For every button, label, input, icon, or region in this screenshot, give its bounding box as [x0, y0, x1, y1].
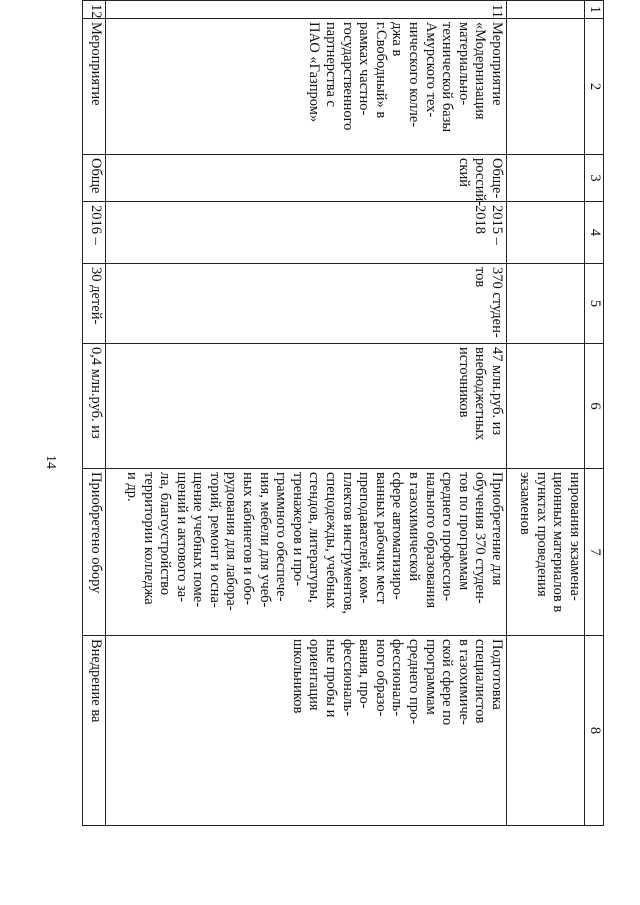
header-cell: 6 [585, 344, 604, 469]
header-cell: 4 [585, 202, 604, 264]
coverage-cell: 370 студен- тов [106, 264, 507, 344]
header-cell: 3 [585, 155, 604, 202]
row-number: 12 [83, 1, 106, 19]
empty-cell [507, 264, 585, 344]
result-cell: Внедрение ва [83, 636, 106, 826]
header-row [585, 1, 604, 826]
coverage-cell: 30 детей- [83, 264, 106, 344]
continuation-row [507, 1, 585, 826]
level-cell: Обще- россий- ский [106, 155, 507, 202]
actions-cell: Приобретение для обучения 370 студен- тов по программам среднего профессио- нального образования в газохимической сфере автоматизиро- ванных рабочих мест преподавателей, ком- плектов инструментов, спецодежды, учебных стендов, литературы, тренажеров и про- граммного обеспече- ния, мебели для учеб- ных кабинетов и обо- рудования для лабора- торий, ремонт и осна- щение учебных поме- щений и актового за- ла, благоустройство территории колледжа и др. [106, 469, 507, 636]
level-cell: Обще [83, 155, 106, 202]
empty-cell [507, 636, 585, 826]
empty-cell [507, 202, 585, 264]
period-cell: 2016 – [83, 202, 106, 264]
funding-cell: 47 млн.руб. из внебюджетных источников [106, 344, 507, 469]
table-row-12 [83, 1, 106, 826]
measure-cell: Мероприятие [83, 19, 106, 155]
funding-cell: 0,4 млн.руб. из [83, 344, 106, 469]
result-cell: Подготовка специалистов в газохимиче- ской сфере по программам среднего про- фессиональ- ного образо- вания, про- фессиональ- ные пробы и ориентация школьников [106, 636, 507, 826]
header-cell: 1 [585, 1, 604, 19]
measures-table [82, 0, 604, 826]
empty-cell [507, 19, 585, 155]
measure-cell: Мероприятие «Модернизация материально- технической базы Амурского тех- нического колле- джа в г.Свободный» в рамках частно- государственного партнерства с ПАО «Газпром» [106, 19, 507, 155]
period-cell: 2015 – 2018 [106, 202, 507, 264]
table-row-11 [106, 1, 507, 826]
row-number: 11 [106, 1, 507, 19]
header-cell: 2 [585, 19, 604, 155]
actions-cell: Приобретено обору [83, 469, 106, 636]
header-cell: 7 [585, 469, 604, 636]
header-cell: 5 [585, 264, 604, 344]
empty-cell [507, 155, 585, 202]
rotated-page-content [82, 0, 604, 825]
empty-cell [507, 344, 585, 469]
continuation-actions-cell: нирования экзамена- ционных материалов в пунктах проведения экзаменов [507, 469, 585, 636]
page-number: 14 [43, 455, 58, 469]
empty-cell [507, 1, 585, 19]
header-cell: 8 [585, 636, 604, 826]
